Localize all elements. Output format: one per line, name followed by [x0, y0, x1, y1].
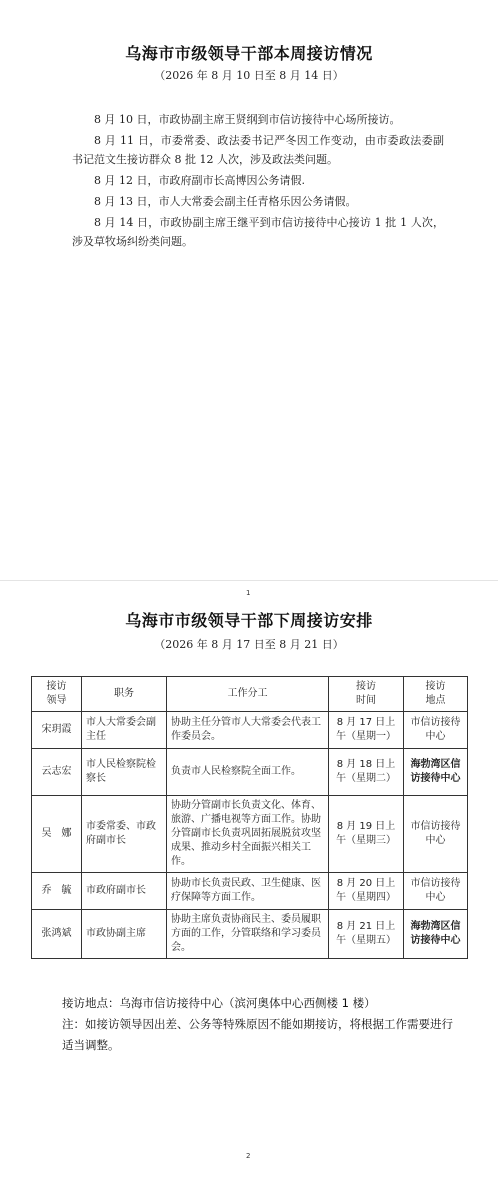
- page-number: 1: [246, 589, 251, 597]
- visit-place: 海勃湾区信访接待中心: [404, 749, 468, 796]
- table-row: [32, 873, 468, 910]
- leader-position: 市人民检察院检察长: [82, 749, 167, 796]
- leader-duty: 协助主席负责协商民主、委员履职方面的工作，分管联络和学习委员会。: [167, 910, 329, 959]
- visit-place: 海勃湾区信访接待中心: [404, 910, 468, 959]
- page2-title: 乌海市市级领导干部下周接访安排: [125, 611, 373, 630]
- visit-place: 市信访接待中心: [404, 796, 468, 873]
- table-header-row: [32, 677, 468, 712]
- leader-name: 云志宏: [32, 749, 82, 796]
- paragraph: 8 月 12 日，市政府副市长高博因公务请假.: [94, 174, 305, 187]
- leader-position: 市委常委、市政府副市长: [82, 796, 167, 873]
- leader-position: 市人大常委会副主任: [82, 712, 167, 749]
- leader-position: 市政协副主席: [82, 910, 167, 959]
- table-row: [32, 910, 468, 959]
- schedule-table: [31, 676, 468, 959]
- page1-title: 乌海市市级领导干部本周接访情况: [125, 44, 373, 63]
- header-place: 接访 地点: [404, 677, 468, 712]
- visit-place: 市信访接待中心: [404, 712, 468, 749]
- header-duty: 工作分工: [167, 677, 329, 712]
- visit-time: 8 月 17 日上午（星期一）: [329, 712, 404, 749]
- leader-duty: 协助分管副市长负责文化、体育、旅游、广播电视等方面工作。协助分管副市长负责巩固拓展脱贫攻坚成果、推动乡村全面振兴相关工作。: [167, 796, 329, 873]
- leader-duty: 负责市人民检察院全面工作。: [167, 749, 329, 796]
- header-position: 职务: [82, 677, 167, 712]
- visit-place: 市信访接待中心: [404, 873, 468, 910]
- paragraph: 8 月 10 日，市政协副主席王贤纲到市信访接待中心场所接访。: [94, 113, 401, 126]
- visit-time: 8 月 21 日上午（星期五）: [329, 910, 404, 959]
- note-adjustment: 注：如接访领导因出差、公务等特殊原因不能如期接访，将根据工作需要进行适当调整。: [62, 1017, 453, 1052]
- note-location: 接访地点：乌海市信访接待中心（滨河奥体中心西侧楼 1 楼）: [62, 996, 376, 1010]
- page2-date-range: （2026 年 8 月 17 日至 8 月 21 日）: [154, 638, 344, 651]
- leader-duty: 协助市长负责民政、卫生健康、医疗保障等方面工作。: [167, 873, 329, 910]
- leader-name: 宋玥霞: [32, 712, 82, 749]
- paragraph: 8 月 14 日，市政协副主席王继平到市信访接待中心接访 1 批 1 人次，涉及草牧场纠纷类问题。: [72, 216, 444, 248]
- leader-position: 市政府副市长: [82, 873, 167, 910]
- header-leader: 接访 领导: [32, 677, 82, 712]
- paragraph: 8 月 13 日，市人大常委会副主任青格乐因公务请假。: [94, 195, 357, 208]
- visit-time: 8 月 19 日上午（星期三）: [329, 796, 404, 873]
- table-row: [32, 712, 468, 749]
- leader-name: 乔 毓: [32, 873, 82, 910]
- leader-name: 张鸿斌: [32, 910, 82, 959]
- notes: [62, 993, 462, 1056]
- table-row: [32, 796, 468, 873]
- leader-duty: 协助主任分管市人大常委会代表工作委员会。: [167, 712, 329, 749]
- page-divider: [0, 580, 498, 581]
- header-time: 接访 时间: [329, 677, 404, 712]
- table-row: [32, 749, 468, 796]
- page1-date-range: （2026 年 8 月 10 日至 8 月 14 日）: [154, 69, 344, 82]
- page-number: 2: [246, 1152, 251, 1160]
- visit-time: 8 月 20 日上午（星期四）: [329, 873, 404, 910]
- paragraph: 8 月 11 日，市委常委、政法委书记严冬因工作变动，由市委政法委副书记范文生接访群众 8 批 12 人次，涉及政法类问题。: [72, 134, 444, 166]
- page1-body: [72, 110, 444, 253]
- visit-time: 8 月 18 日上午（星期二）: [329, 749, 404, 796]
- leader-name: 吴 娜: [32, 796, 82, 873]
